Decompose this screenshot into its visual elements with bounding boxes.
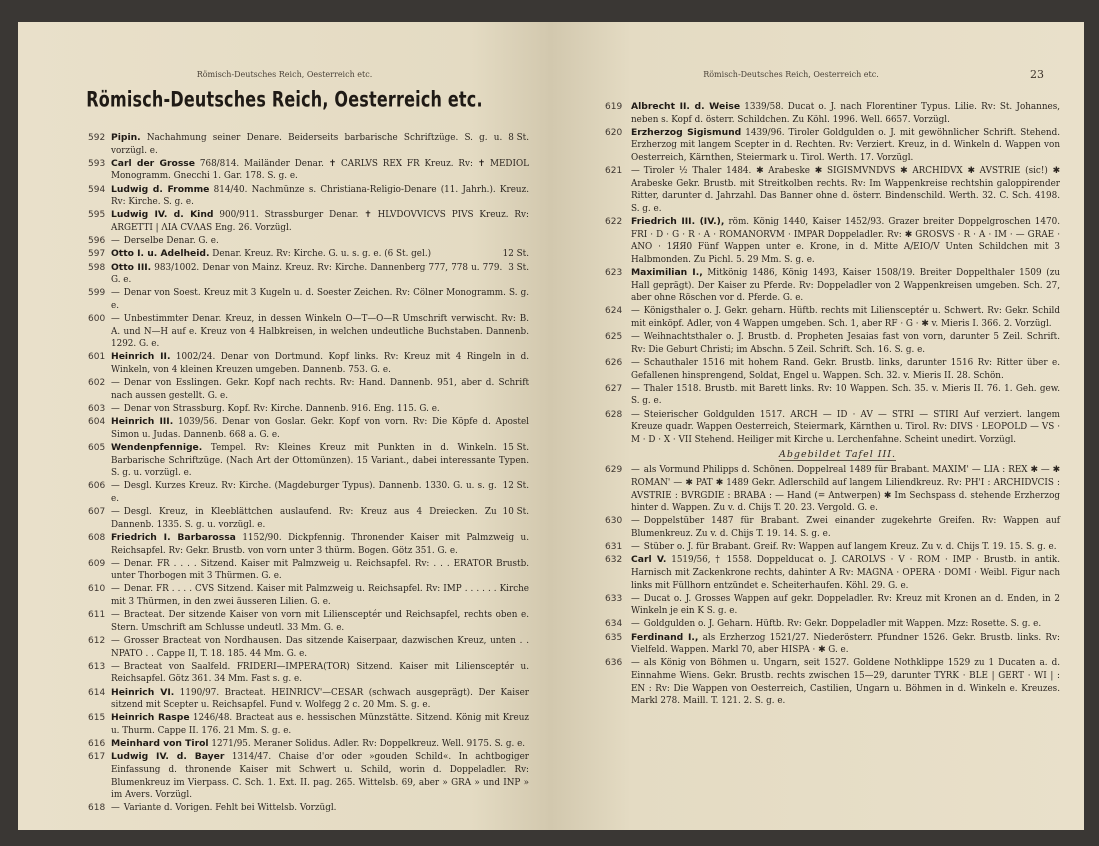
entry-number: 611 <box>88 610 106 621</box>
catalog-entry <box>18 158 551 183</box>
entry-number: 610 <box>88 584 106 595</box>
catalog-entry: 606 12 St. — Desgl. Kurzes Kreuz. Rv: Kirche. (Magdeburger Typus). Dannenb. 1330. G. u. s. g. e. <box>88 481 529 504</box>
catalog-entry <box>551 216 1084 266</box>
entry-number: 601 <box>88 352 106 363</box>
catalog-entry: 629 — als Vormund Philipps d. Schönen. Doppelreal 1489 für Brabant. MAXIM' — LIA : REX ✱ — ✱ ROMAN' — ✱ PAT ✱ 1489 Gekr. Adlerschild auf langem Liliendkreuz. Rv: PH'I : ARCHIDVCIS : AVSTRIE : BVRGDIE : BRABA : — Hand (= Antwerpen) ✱ Im Sechspass d. stehende Erzherzog hinter d. Wappen. Zu v. d. Chijs T. 20. 23. Vergold. G. e. <box>605 465 1060 514</box>
entry-description: 1519/56, † 1558. Doppelducat o. J. CAROLVS · V · ROM · IMP · Brustb. in antik. Harnisch mit Zackenkrone rechts, dahinter A Rv: MAGNA · OPERA · DOMI · Weibl. Figur nach links mit Füllhorn entzündet e. Scheiterhaufen. Köhl. 29. G. e. <box>631 555 1061 591</box>
entry-number: 609 <box>88 558 106 569</box>
entry-number: 612 <box>88 636 106 647</box>
entry-number: 626 <box>605 358 623 369</box>
ruler-name: Pipin. <box>111 132 141 143</box>
catalog-entry <box>18 351 551 376</box>
catalog-entry: 626 — Schauthaler 1516 mit hohem Rand. Gekr. Brustb. links, darunter 1516 Rv: Ritter über e. Gefallenen hinsprengend, Soldat, Engel u. Wappen. Sch. 32. v. Mieris II. 28. Schön. <box>605 358 1060 381</box>
entry-description: Denar von Soest. Kreuz mit 3 Kugeln u. d. Soester Zeichen. Rv: Cölner Monogramm. S. g. e. <box>111 288 529 311</box>
ruler-name: Albrecht II. d. Weise <box>631 101 741 112</box>
entry-number: 629 <box>605 465 623 476</box>
page-title: Römisch-Deutsches Reich, Oesterreich etc. <box>86 86 483 112</box>
catalog-entry: 610 — Denar. FR . . . . CVS Sitzend. Kaiser mit Palmzweig u. Reichsapfel. Rv: IMP . . . . . . Kirche mit 3 Thürmen, in den zwei äusseren Lilien. G. e. <box>88 584 529 608</box>
catalog-entry: 631 — Stüber o. J. für Brabant. Greif. Rv: Wappen auf langem Kreuz. Zu v. d. Chijs T. 19. 15. S. g. e. <box>605 542 1057 553</box>
entry-number: 614 <box>88 687 106 698</box>
catalog-entry <box>551 632 1084 657</box>
catalog-entry <box>18 248 551 261</box>
entry-description: 1190/97. Bracteat. HEINRICV'—CESAR (schwach ausgeprägt). Der Kaiser sitzend mit Scepter u. Reichsapfel. Fund v. Wolfegg 2 c. 20 Mm. S. g. e. <box>111 687 530 711</box>
entry-quantity: 15 St. <box>502 442 529 453</box>
ruler-name: Ludwig IV. d. Bayer <box>111 751 225 763</box>
entry-description: 1246/48. Bracteat aus e. hessischen Münzstätte. Sitzend. König mit Kreuz u. Thurm. Cappe II. 176. 21 Mm. S. g. e. <box>111 713 529 736</box>
catalog-entry: 630 — Doppelstüber 1487 für Brabant. Zwei einander zugekehrte Greifen. Rv: Wappen auf Blumenkreuz. Zu v. d. Chijs T. 19. 14. S. g. e. <box>605 516 1060 539</box>
entry-description: Denar. Kreuz. Rv: Kirche. G. u. s. g. e. (6 St. gel.) <box>212 249 432 260</box>
ruler-name: Heinrich Raspe <box>111 712 190 724</box>
entry-description: Bracteat von Saalfeld. FRIDERI—IMPERA(TOR) Sitzend. Kaiser mit Liliensceptér u. Reichsapfel. Götz 361. 34 Mm. Fast s. g. e. <box>111 661 529 685</box>
entry-number: 599 <box>88 288 106 299</box>
catalog-entry <box>551 127 1084 165</box>
entry-quantity: 10 St. <box>502 507 529 518</box>
catalog-entry <box>18 132 551 157</box>
catalog-entry: 636 — als König von Böhmen u. Ungarn, seit 1527. Goldene Nothklippe 1529 zu 1 Ducaten a. d. Einnahme Wiens. Gekr. Brustb. rechts zwischen 15—29, darunter TYRK · BLE | GERT · WI | : EN : Rv: Die Wappen von Oesterreich, Castilien, Ungarn u. Böhmen in d. Winkeln e. Kreuzes. Markl 278. Maill. T. 121. 2. S. g. e. <box>605 658 1060 707</box>
entry-description: als König von Böhmen u. Ungarn, seit 1527. Goldene Nothklippe 1529 zu 1 Ducaten a. d. Einnahme Wiens. Gekr. Brustb. rechts zwischen 15—29, darunter TYRK · BLE | GERT · WI | : EN : Rv: Die Wappen von Oesterreich, Castilien, Ungarn u. Böhmen in d. Winkeln e. Kreuzes. Markl 278. Maill. T. 121. 2. S. g. e. <box>631 658 1060 707</box>
entry-description: Desgl. Kreuz, in Kleeblättchen auslaufend. Rv: Kreuz aus 4 Dreiecken. Zu Dannenb. 1335. S. g. u. vorzügl. e. <box>111 507 497 530</box>
entry-description: 814/40. Nachmünze s. Christiana-Religio-Denare (11. Jahrh.). Kreuz. Rv: Kirche. S. g. e. <box>111 184 530 208</box>
entry-number: 618 <box>88 803 106 814</box>
entry-number: 606 <box>88 481 106 492</box>
catalog-entry <box>551 554 1084 592</box>
entry-number: 595 <box>88 210 106 221</box>
running-head-right: Römisch-Deutsches Reich, Oesterreich etc. <box>703 70 879 79</box>
catalog-entry: 613 — Bracteat von Saalfeld. FRIDERI—IMPERA(TOR) Sitzend. Kaiser mit Liliensceptér u. Reichsapfel. Götz 361. 34 Mm. Fast s. g. e. <box>88 661 529 685</box>
plate-caption-text: Abgebildet Tafel III. <box>778 449 897 461</box>
catalog-entry: 607 10 St. — Desgl. Kreuz, in Kleeblättchen auslaufend. Rv: Kreuz aus 4 Dreiecken. Zu Dannenb. 1335. S. g. u. vorzügl. e. <box>88 507 529 530</box>
catalog-entry: 621 — Tiroler ½ Thaler 1484. ✱ Arabeske ✱ SIGISMVNDVS ✱ ARCHIDVX ✱ AVSTRIE (sic!) ✱ Arabeske Gekr. Brustb. mit Streitkolben rechts. Rv: Im Wappenkreise rechtshin galoppirender Ritter, darunter d. Jahrzahl. Das Banner ohne d. österr. Bindenschild. Werth. 32. C. Sch. 4198. S. g. e. <box>605 166 1060 214</box>
entry-description: 900/911. Strassburger Denar. ✝ HLVDOVVICVS PIVS Kreuz. Rv: ARGETTI | ΛIA CVΛAS Eng. 26. Vorzügl. <box>111 210 529 233</box>
entry-description: Ducat o. J. Grosses Wappen auf gekr. Doppeladler. Rv: Kreuz mit Kronen an d. Enden, in 2 Winkeln je ein K S. g. e. <box>631 593 1060 617</box>
catalog-entry: 634 — Goldgulden o. J. Geharn. Hüftb. Rv: Gekr. Doppeladler mit Wappen. Mzz: Rosette. S. g. e. <box>605 619 1042 630</box>
catalog-entry <box>18 416 551 441</box>
entry-number: 613 <box>88 661 106 672</box>
entry-number: 596 <box>88 236 106 247</box>
ruler-name: Ludwig IV. d. Kind <box>111 209 214 221</box>
entry-number: 593 <box>88 158 106 169</box>
catalog-entry <box>18 738 551 751</box>
entry-number: 602 <box>88 378 106 389</box>
ruler-name: Heinrich VI. <box>111 686 175 698</box>
catalog-entry: 600 — Unbestimmter Denar. Kreuz, in dessen Winkeln O—T—O—R Umschrift verwischt. Rv: B. A. und N—H auf e. Kreuz von 4 Halbkreisen, in welchen undeutliche Buchstaben. Dannenb. 1292. G. e. <box>88 314 529 350</box>
entry-description: Doppelstüber 1487 für Brabant. Zwei einander zugekehrte Greifen. Rv: Wappen auf Blumenkreuz. Zu v. d. Chijs T. 19. 14. S. g. e. <box>631 516 1060 539</box>
entry-number: 616 <box>88 739 106 750</box>
entry-description: 1314/47. Chaise d'or oder »gouden Schild«. In achtbogiger Einfassung d. thronende Kaiser mit Schwert u. Schild, worin d. Doppeladler. Rv: Blumenkreuz im Vierpass. C. Sch. 1. Ext. II. pag. 265. Wittelsb. 69, aber » GRA » und INP » im Avers. Vorzügl. <box>111 752 529 801</box>
entry-description: als Vormund Philipps d. Schönen. Doppelreal 1489 für Brabant. MAXIM' — LIA : REX ✱ — ✱ ROMAN' — ✱ PAT ✱ 1489 Gekr. Adlerschild auf langem Liliendkreuz. Rv: PH'I : ARCHIDVCIS : AVSTRIE : BVRGDIE : BRABA : — Hand (= Antwerpen) ✱ Im Sechspass d. stehende Erzherzog hinter d. Wappen. Zu v. d. Chijs T. 20. 23. Vergold. G. e. <box>631 465 1060 514</box>
ruler-name: Ferdinand I., <box>631 631 699 643</box>
ruler-name: Otto I. u. Adelheid. <box>111 248 210 260</box>
left-page <box>18 22 551 830</box>
catalog-entry <box>18 751 551 801</box>
entry-description: 1439/96. Tiroler Goldgulden o. J. mit gewöhnlicher Schrift. Stehend. Erzherzog mit langem Scepter in d. Rechten. Rv: Verziert. Kreuz, in d. Winkeln d. Wappen von Oesterreich, Kärnthen, Steiermark u. Tirol. Werth. 17. Vorzügl. <box>631 127 1060 163</box>
entry-description: Denar von Strassburg. Kopf. Rv: Kirche. Dannenb. 916. Eng. 115. G. e. <box>123 404 440 414</box>
entry-description: Denar von Esslingen. Gekr. Kopf nach rechts. Rv: Hand. Dannenb. 951, aber d. Schrift nach aussen gestellt. G. e. <box>111 378 529 401</box>
entry-number: 635 <box>605 632 623 643</box>
entry-number: 592 <box>88 133 106 143</box>
plate-caption <box>591 449 1084 460</box>
catalog-entry: 625 — Weihnachtsthaler o. J. Brustb. d. Propheten Jesaias fast von vorn, darunter 5 Zeil. Schrift. Rv: Die Geburt Christi; im Abschn. 5 Zeil. Schrift. Sch. 16. S. g. e. <box>605 332 1060 355</box>
entry-description: 1002/24. Denar von Dortmund. Kopf links. Rv: Kreuz mit 4 Ringeln in d. Winkeln, von 4 kleinen Kreuzen umgeben. Dannenb. 753. G. e. <box>111 352 529 376</box>
entry-description: Grosser Bracteat von Nordhausen. Das sitzende Kaiserpaar, dazwischen Kreuz, unten . . NPATO . . Cappe II, T. 18. 185. 44 Mm. G. e. <box>111 636 529 659</box>
page-number: 23 <box>1030 68 1044 81</box>
catalog-entry <box>551 267 1084 305</box>
entry-description: Bracteat. Der sitzende Kaiser von vorn mit Liliensceptér und Reichsapfel, rechts oben e. Stern. Umschrift am Schlusse undeutl. 33 Mm. G. e. <box>111 610 529 633</box>
entry-number: 615 <box>88 713 106 724</box>
right-page <box>551 22 1084 830</box>
catalog-entry: 599 — Denar von Soest. Kreuz mit 3 Kugeln u. d. Soester Zeichen. Rv: Cölner Monogramm. S. g. e. <box>88 288 529 311</box>
book-spread <box>18 22 1084 830</box>
entry-number: 597 <box>88 249 106 260</box>
catalog-entry: 628 — Steierischer Goldgulden 1517. ARCH — ID · AV — STRI — STIRI Auf verziert. langem Kreuze quadr. Wappen Oesterreich, Steiermark, Kärnthen u. Tirol. Rv: DIVS · LEOPOLD — VS · M · D · X · VII Stehend. Heiliger mit Kirche u. Lerchenfahne. Scheint unedirt. Vorzügl. <box>605 409 1060 445</box>
entry-number: 622 <box>605 217 623 228</box>
catalog-entry <box>18 184 551 209</box>
ruler-name: Friedrich III. (IV.), <box>631 216 725 228</box>
ruler-name: Heinrich III. <box>111 416 174 428</box>
entry-description: 1339/58. Ducat o. J. nach Florentiner Typus. Lilie. Rv: St. Johannes, neben s. Kopf d. österr. Schildchen. Zu Köhl. 1996. Well. 6657. Vorzügl. <box>631 102 1061 125</box>
catalog-entry: 612 — Grosser Bracteat von Nordhausen. Das sitzende Kaiserpaar, dazwischen Kreuz, unten . . NPATO . . Cappe II, T. 18. 185. 44 Mm. G. e. <box>88 636 529 659</box>
entry-number: 625 <box>605 332 623 343</box>
ruler-name: Ludwig d. Fromme <box>111 183 210 195</box>
entry-description: als Erzherzog 1521/27. Niederösterr. Pfundner 1526. Gekr. Brustb. links. Rv: Vielfeld. Wappen. Markl 70, aber HISPA · ✱ G. e. <box>631 632 1060 656</box>
entry-number: 604 <box>88 417 106 428</box>
entry-description: Tiroler ½ Thaler 1484. ✱ Arabeske ✱ SIGISMVNDVS ✱ ARCHIDVX ✱ AVSTRIE (sic!) ✱ Arabeske Gekr. Brustb. mit Streitkolben rechts. Rv: Im Wappenkreise rechtshin galoppirender Ritter, darunter d. Jahrzahl. Das Banner ohne d. österr. Bindenschild. Werth. 32. C. Sch. 4198. S. g. e. <box>631 166 1060 214</box>
catalog-entry: 596 — Derselbe Denar. G. e. <box>88 236 219 247</box>
catalog-entry: 602 — Denar von Esslingen. Gekr. Kopf nach rechts. Rv: Hand. Dannenb. 951, aber d. Schrift nach aussen gestellt. G. e. <box>88 378 529 401</box>
entry-number: 594 <box>88 184 106 195</box>
ruler-name: Erzherzog Sigismund <box>631 126 742 138</box>
entry-description: 1152/90. Dickpfennig. Thronender Kaiser mit Palmzweig u. Reichsapfel. Rv: Gekr. Brustb. von vorn unter 3 thürm. Bogen. Götz 351. G. e. <box>111 532 530 556</box>
entry-quantity: 12 St. <box>502 481 529 492</box>
catalog-entry: 609 — Denar. FR . . . . Sitzend. Kaiser mit Palmzweig u. Reichsapfel. Rv: . . . ERATOR Brustb. unter Thorbogen mit 3 Thürmen. G. e. <box>88 558 529 582</box>
catalog-entry <box>18 532 551 557</box>
entry-description: Mitkönig 1486, König 1493, Kaiser 1508/19. Breiter Doppelthaler 1509 (zu Hall geprägt). Der Kaiser zu Pferde. Rv: Doppeladler von 2 Wappenkreisen umgeben. Sch. 27, aber ohne Röschen vor d. Pferde. G. e. <box>631 268 1061 304</box>
entry-description: 1039/56. Denar von Goslar. Gekr. Kopf von vorn. Rv: Die Köpfe d. Apostel Simon u. Judas. Dannenb. 668 a. G. e. <box>111 417 529 440</box>
ruler-name: Meinhard von Tirol <box>111 738 209 750</box>
catalog-entry <box>18 687 551 712</box>
entry-description: Desgl. Kurzes Kreuz. Rv: Kirche. (Magdeburger Typus). Dannenb. 1330. G. u. s. g. e. <box>111 481 497 504</box>
ruler-name: Heinrich II. <box>111 351 171 363</box>
entry-number: 620 <box>605 127 623 138</box>
catalog-entry: 627 — Thaler 1518. Brustb. mit Barett links. Rv: 10 Wappen. Sch. 35. v. Mieris II. 76. 1. Geh. gew. S. g. e. <box>605 383 1060 407</box>
entry-number: 633 <box>605 593 623 604</box>
entry-description: Thaler 1518. Brustb. mit Barett links. Rv: 10 Wappen. Sch. 35. v. Mieris II. 76. 1. Geh. gew. S. g. e. <box>631 383 1060 407</box>
entry-description: Stüber o. J. für Brabant. Greif. Rv: Wappen auf langem Kreuz. Zu v. d. Chijs T. 19. 15. S. g. e. <box>643 542 1057 553</box>
entry-number: 603 <box>88 404 106 414</box>
catalog-entry: 603 — Denar von Strassburg. Kopf. Rv: Kirche. Dannenb. 916. Eng. 115. G. e. <box>88 404 440 414</box>
entry-number: 632 <box>605 555 623 566</box>
right-entry-list <box>551 101 1084 708</box>
entry-number: 619 <box>605 102 623 112</box>
entry-number: 607 <box>88 507 106 518</box>
entry-description: Tempel. Rv: Kleines Kreuz mit Punkten in d. Winkeln. Barbarische Schriftzüge. (Nach Art der Ottomünzen). 15 Variant., dabei interessante Typen. S. g. u. vorzügl. e. <box>111 442 529 479</box>
entry-quantity: 12 St. <box>502 249 529 260</box>
entry-number: 624 <box>605 306 623 317</box>
ruler-name: Otto III. <box>111 261 152 273</box>
entry-number: 605 <box>88 442 106 453</box>
entry-number: 623 <box>605 268 623 279</box>
catalog-entry: 633 — Ducat o. J. Grosses Wappen auf gekr. Doppeladler. Rv: Kreuz mit Kronen an d. Enden, in 2 Winkeln je ein K S. g. e. <box>605 593 1060 617</box>
entry-number: 631 <box>605 542 623 553</box>
entry-number: 608 <box>88 532 106 543</box>
entry-description: Weihnachtsthaler o. J. Brustb. d. Propheten Jesaias fast von vorn, darunter 5 Zeil. Schrift. Rv: Die Geburt Christi; im Abschn. 5 Zeil. Schrift. Sch. 16. S. g. e. <box>631 332 1060 355</box>
catalog-entry <box>18 262 551 287</box>
entry-description: Steierischer Goldgulden 1517. ARCH — ID · AV — STRI — STIRI Auf verziert. langem Kreuze quadr. Wappen Oesterreich, Steiermark, Kärnthen u. Tirol. Rv: DIVS · LEOPOLD — VS · M · D · X · VII Stehend. Heiliger mit Kirche u. Lerchenfahne. Scheint unedirt. Vorzügl. <box>631 409 1060 445</box>
catalog-entry <box>18 712 551 737</box>
entry-description: 768/814. Mailänder Denar. ✝ CARLVS REX FR Kreuz. Rv: ✝ MEDIOL Monogramm. Gnecchi 1. Gar. 178. S. g. e. <box>111 158 530 182</box>
entry-number: 628 <box>605 409 623 420</box>
entry-description: röm. König 1440, Kaiser 1452/93. Grazer breiter Doppelgroschen 1470. FRI · D · G · R · A · ROMANORVM · IMPAR Doppeladler. Rv: ✱ GROSVS · R · A · IM · — GRAE · ANO · 1ЯЯ0 Fünf Wappen unter e. Krone, in d. Mitte A/EIO/V Unten Schildchen mit 3 Halbmonden. Zu Pichl. 5. 29 Mm. S. g. e. <box>631 217 1060 265</box>
entry-description: Goldgulden o. J. Geharn. Hüftb. Rv: Gekr. Doppeladler mit Wappen. Mzz: Rosette. S. g. e. <box>643 619 1042 630</box>
entry-number: 634 <box>605 619 623 630</box>
ruler-name: Carl V. <box>631 554 667 566</box>
entry-description: Unbestimmter Denar. Kreuz, in dessen Winkeln O—T—O—R Umschrift verwischt. Rv: B. A. und N—H auf e. Kreuz von 4 Halbkreisen, in welchen undeutliche Buchstaben. Dannenb. 1292. G. e. <box>111 314 529 350</box>
entry-description: 983/1002. Denar von Mainz. Kreuz. Rv: Kirche. Dannenberg 777, 778 u. 779. G. e. <box>111 262 503 286</box>
running-head-left: Römisch-Deutsches Reich, Oesterreich etc. <box>196 70 373 79</box>
catalog-entry: 611 — Bracteat. Der sitzende Kaiser von vorn mit Liliensceptér und Reichsapfel, rechts oben e. Stern. Umschrift am Schlusse undeutl. 33 Mm. G. e. <box>88 610 529 633</box>
entry-number: 627 <box>605 383 623 394</box>
entry-quantity: 3 St. <box>508 262 529 273</box>
entry-description: Denar. FR . . . . Sitzend. Kaiser mit Palmzweig u. Reichsapfel. Rv: . . . ERATOR Brustb. unter Thorbogen mit 3 Thürmen. G. e. <box>111 558 529 582</box>
ruler-name: Carl der Grosse <box>111 157 196 169</box>
entry-number: 600 <box>88 314 106 325</box>
catalog-entry: 618 — Variante d. Vorigen. Fehlt bei Wittelsb. Vorzügl. <box>88 803 337 814</box>
catalog-entry: 624 — Königsthaler o. J. Gekr. geharn. Hüftb. rechts mit Liliensceptér u. Schwert. Rv: Gekr. Schild mit einköpf. Adler, von 4 Wappen umgeben. Sch. 1, aber RF · G · ✱ v. Mieris I. 366. 2. Vorzügl. <box>605 306 1060 330</box>
entry-description: Denar. FR . . . . CVS Sitzend. Kaiser mit Palmzweig u. Reichsapfel. Rv: IMP . . . . . . Kirche mit 3 Thürmen, in den zwei äusseren Lilien. G. e. <box>111 584 529 608</box>
ruler-name: Friedrich I. Barbarossa <box>111 531 236 543</box>
entry-description: Variante d. Vorigen. Fehlt bei Wittelsb. Vorzügl. <box>123 803 337 814</box>
entry-number: 617 <box>88 752 106 763</box>
entry-number: 630 <box>605 516 623 527</box>
entry-description: Nachahmung seiner Denare. Beiderseits barbarische Schriftzüge. S. g. u. vorzügl. e. <box>111 133 503 156</box>
ruler-name: Maximilian I., <box>631 267 703 279</box>
entry-quantity: 8 St. <box>508 133 529 143</box>
entry-number: 621 <box>605 166 623 177</box>
entry-description: Derselbe Denar. G. e. <box>123 236 219 247</box>
entry-description: 1271/95. Meraner Solidus. Adler. Rv: Doppelkreuz. Well. 9175. S. g. e. <box>211 739 526 750</box>
entry-description: Schauthaler 1516 mit hohem Rand. Gekr. Brustb. links, darunter 1516 Rv: Ritter über e. Gefallenen hinsprengend, Soldat, Engel u. Wappen. Sch. 32. v. Mieris II. 28. Schön. <box>631 358 1060 381</box>
entry-number: 636 <box>605 658 623 669</box>
entry-description: Königsthaler o. J. Gekr. geharn. Hüftb. rechts mit Liliensceptér u. Schwert. Rv: Gekr. Schild mit einköpf. Adler, von 4 Wappen umgeben. Sch. 1, aber RF · G · ✱ v. Mieris I. 366. 2. Vorzügl. <box>631 306 1060 330</box>
catalog-entry <box>18 209 551 234</box>
catalog-entry <box>551 101 1084 126</box>
entry-number: 598 <box>88 262 106 273</box>
left-entry-list <box>18 132 551 816</box>
ruler-name: Wendenpfennige. <box>111 441 203 453</box>
catalog-entry <box>18 442 551 480</box>
